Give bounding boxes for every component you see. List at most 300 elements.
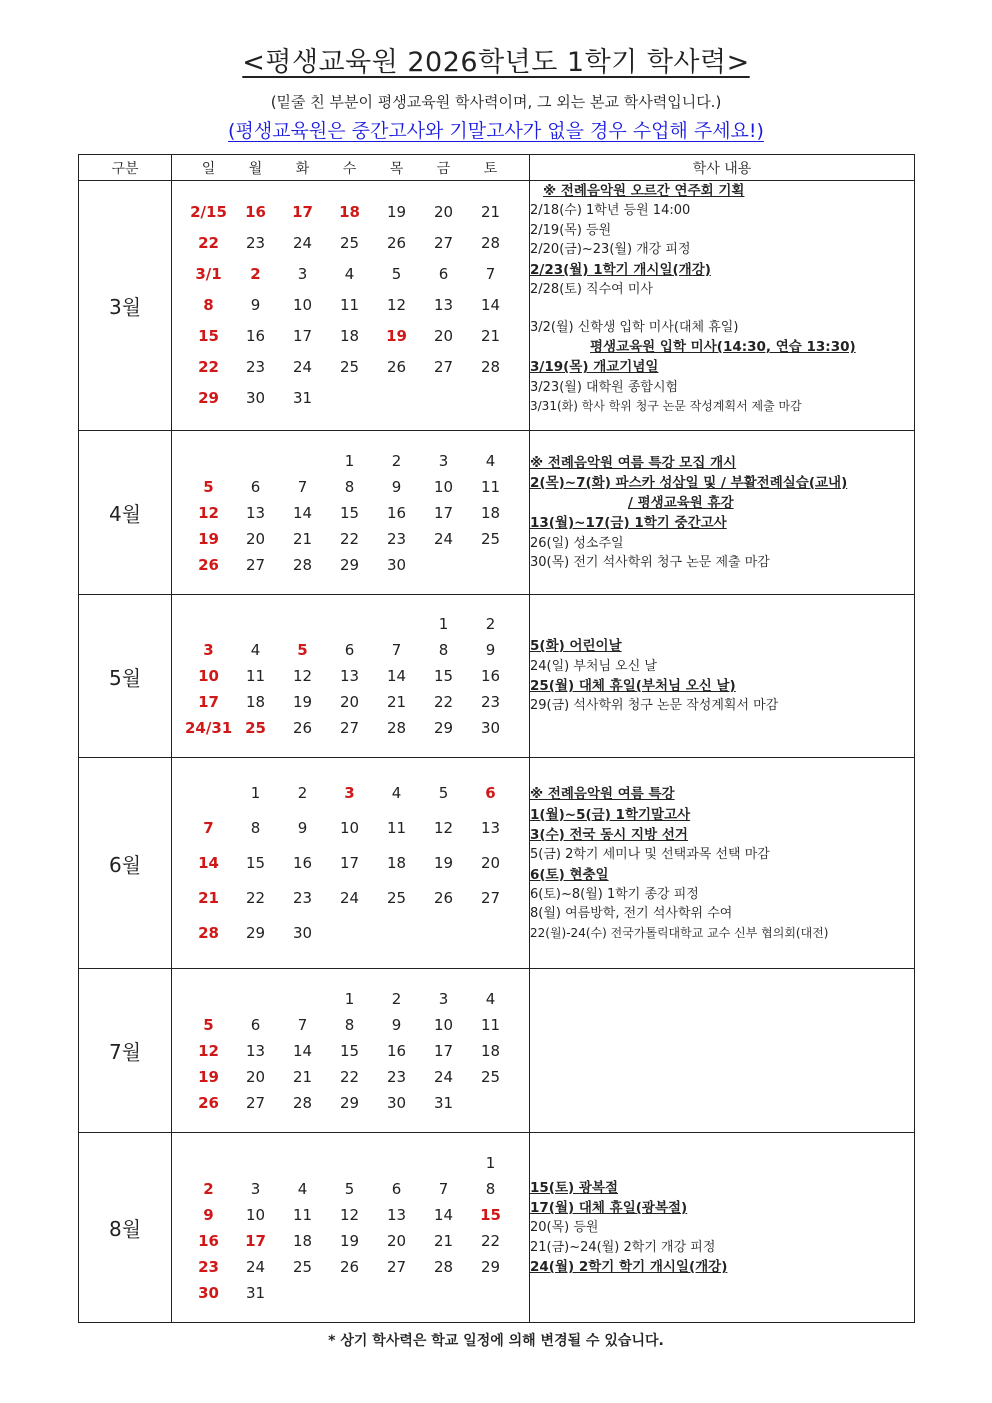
day-cell: 9: [391, 1015, 402, 1034]
day-cell: 6: [250, 477, 261, 496]
day-cell: 9: [250, 296, 261, 314]
day-cell: 12: [198, 1041, 219, 1060]
day-cell: 6: [485, 783, 496, 802]
day-cell: 8: [485, 1179, 496, 1198]
day-cell: 19: [198, 529, 219, 548]
day-cell: 16: [292, 853, 313, 872]
day-cell: [467, 383, 514, 414]
day-cell: 10: [292, 296, 313, 314]
day-cell: 30: [386, 1093, 407, 1112]
day-cell: 29: [480, 1257, 501, 1276]
day-cell: 5: [203, 477, 214, 496]
event-item: 5(금) 2학기 세미나 및 선택과목 선택 마감: [530, 847, 770, 862]
event-item: 24(일) 부처님 오신 날: [530, 658, 657, 674]
day-cell: 16: [386, 503, 407, 522]
day-cell: 20: [339, 693, 360, 711]
day-cell: [279, 611, 326, 637]
day-cell: 18: [339, 327, 360, 345]
month-label: 7월: [79, 969, 172, 1133]
day-cell: 24: [245, 1257, 266, 1276]
day-cell: 26: [386, 358, 407, 376]
day-cell: 18: [480, 503, 501, 522]
day-cell: 29: [339, 1093, 360, 1112]
day-cell: 15: [245, 853, 266, 872]
day-cell: 24/31: [185, 719, 233, 737]
day-cell: 25: [339, 234, 360, 252]
day-cell: 9: [485, 641, 496, 659]
week-row: [185, 1202, 529, 1228]
day-cell: [467, 1280, 514, 1306]
page-subtitle: (밑줄 친 부분이 평생교육원 학사력이며, 그 외는 본교 학사력입니다.): [270, 93, 722, 111]
day-cell: 31: [433, 1093, 454, 1112]
day-cell: 10: [433, 1015, 454, 1034]
day-cell: 17: [433, 503, 454, 522]
day-cell: [373, 611, 420, 637]
week-row: [185, 611, 529, 637]
month-dates: [172, 969, 530, 1133]
day-cell: 26: [292, 719, 313, 737]
day-cell: 21: [433, 1231, 454, 1250]
day-cell: [420, 1150, 467, 1176]
month-events: [530, 181, 915, 431]
day-cell: 2: [391, 989, 402, 1008]
day-cell: 6: [250, 1015, 261, 1034]
notice-text: (평생교육원은 중간고사와 기말고사가 없을 경우 수업해 주세요!): [228, 120, 764, 142]
day-cell: 29: [339, 555, 360, 574]
day-cell: 12: [386, 296, 407, 314]
event-item: 1(월)~5(금) 1학기말고사: [530, 806, 691, 823]
event-item: 6(토)~8(월) 1학기 종강 피정: [530, 886, 699, 902]
day-cell: 28: [386, 719, 407, 737]
day-cell: 19: [386, 203, 407, 221]
day-cell: 3: [203, 641, 214, 659]
event-item: ※ 전례음악원 여름 특강 모집 개시: [530, 454, 737, 471]
day-cell: 19: [433, 853, 454, 872]
day-cell: 22: [433, 693, 454, 711]
day-cell: 21: [292, 1067, 313, 1086]
weekday-header: 금: [436, 160, 451, 177]
day-cell: [420, 552, 467, 578]
day-cell: 8: [344, 477, 355, 496]
day-cell: [185, 986, 232, 1012]
day-cell: 3: [250, 1179, 261, 1198]
day-cell: 25: [292, 1257, 313, 1276]
day-cell: 14: [292, 503, 313, 522]
day-cell: 20: [386, 1231, 407, 1250]
day-cell: 23: [386, 1067, 407, 1086]
event-item: / 평생교육원 휴강: [628, 495, 734, 511]
day-cell: 14: [480, 296, 501, 314]
week-row: [185, 1012, 529, 1038]
day-cell: 28: [198, 923, 219, 942]
day-cell: 23: [245, 234, 266, 252]
week-row: [185, 986, 529, 1012]
event-item: 2/19(목) 등원: [530, 222, 612, 238]
week-row: [185, 383, 529, 414]
day-cell: 5: [438, 783, 449, 802]
event-item: 3/19(목) 개교기념일: [530, 359, 659, 376]
day-cell: 18: [245, 693, 266, 711]
day-cell: 1: [250, 783, 261, 802]
week-row: [185, 474, 529, 500]
day-cell: 25: [480, 529, 501, 548]
day-cell: 5: [391, 265, 402, 283]
day-cell: 5: [203, 1015, 214, 1034]
day-cell: 18: [339, 203, 360, 221]
day-cell: [467, 916, 514, 951]
day-cell: 13: [386, 1205, 407, 1224]
day-cell: [326, 1150, 373, 1176]
day-cell: 8: [250, 818, 261, 837]
day-cell: 6: [391, 1179, 402, 1198]
day-cell: 26: [339, 1257, 360, 1276]
day-cell: 8: [344, 1015, 355, 1034]
day-cell: [420, 1280, 467, 1306]
week-row: [185, 228, 529, 259]
day-cell: 17: [198, 693, 219, 711]
event-item: 20(목) 등원: [530, 1220, 599, 1236]
day-cell: 3: [438, 451, 449, 470]
day-cell: 27: [245, 1093, 266, 1112]
day-cell: 14: [433, 1205, 454, 1224]
weekday-header: 토: [483, 160, 498, 177]
week-row: [185, 916, 529, 951]
week-row: [185, 526, 529, 552]
day-cell: 18: [386, 853, 407, 872]
day-cell: 27: [339, 719, 360, 737]
day-cell: [279, 448, 326, 474]
day-cell: 27: [386, 1257, 407, 1276]
day-cell: 13: [245, 503, 266, 522]
month-row: [79, 1133, 915, 1323]
week-row: [185, 881, 529, 916]
week-row: [185, 663, 529, 689]
day-cell: 8: [203, 296, 214, 314]
event-item: 26(일) 성소주일: [530, 535, 624, 551]
day-cell: 19: [339, 1231, 360, 1250]
event-item: ※ 전례음악원 여름 특강: [530, 786, 675, 803]
day-cell: 29: [198, 389, 219, 407]
day-cell: [420, 916, 467, 951]
day-cell: 24: [292, 358, 313, 376]
day-cell: 21: [480, 327, 501, 345]
day-cell: 24: [292, 234, 313, 252]
week-row: [185, 1176, 529, 1202]
day-cell: 23: [480, 693, 501, 711]
event-item: 2/20(금)~23(월) 개강 피정: [530, 242, 691, 258]
day-cell: 15: [198, 327, 219, 345]
day-cell: [232, 1150, 279, 1176]
day-cell: 11: [480, 477, 501, 496]
event-item: 2/23(월) 1학기 개시일(개강): [530, 261, 711, 278]
day-cell: 26: [198, 555, 219, 574]
day-cell: 20: [480, 853, 501, 872]
day-cell: 19: [292, 693, 313, 711]
week-row: [185, 321, 529, 352]
day-cell: 10: [339, 818, 360, 837]
day-cell: 16: [245, 203, 266, 221]
event-item: 24(월) 2학기 학기 개시일(개강): [530, 1259, 728, 1276]
day-cell: 28: [292, 1093, 313, 1112]
day-cell: 23: [386, 529, 407, 548]
day-cell: [467, 1090, 514, 1116]
day-cell: 3: [344, 783, 355, 802]
day-cell: 5: [297, 641, 308, 659]
day-cell: 23: [292, 888, 313, 907]
month-label: 5월: [79, 595, 172, 758]
day-cell: 28: [480, 234, 501, 252]
day-cell: 12: [292, 667, 313, 685]
day-cell: [326, 383, 373, 414]
day-cell: 31: [245, 1283, 266, 1302]
day-cell: 22: [198, 234, 219, 252]
day-cell: 17: [245, 1231, 266, 1250]
day-cell: [279, 986, 326, 1012]
weekday-header: 월: [248, 160, 263, 177]
day-cell: 20: [245, 529, 266, 548]
day-cell: 22: [198, 358, 219, 376]
week-row: [185, 637, 529, 663]
event-item: 평생교육원 입학 미사(14:30, 연습 13:30): [590, 339, 856, 355]
day-cell: 24: [433, 529, 454, 548]
day-cell: 24: [433, 1067, 454, 1086]
day-cell: [232, 448, 279, 474]
month-dates: [172, 758, 530, 969]
day-cell: 22: [245, 888, 266, 907]
day-cell: [185, 611, 232, 637]
day-cell: 21: [292, 529, 313, 548]
week-row: [185, 1150, 529, 1176]
day-cell: 16: [198, 1231, 219, 1250]
day-cell: 4: [250, 641, 261, 659]
day-cell: 19: [198, 1067, 219, 1086]
month-events: [530, 431, 915, 595]
weekday-header: 수: [342, 160, 357, 177]
event-item: 3(수) 전국 동시 지방 선거: [530, 826, 688, 843]
day-cell: 13: [433, 296, 454, 314]
month-events: [530, 758, 915, 969]
academic-calendar-table: [78, 154, 915, 1323]
event-item: 5(화) 어린이날: [530, 638, 622, 655]
day-cell: 31: [292, 389, 313, 407]
day-cell: [467, 552, 514, 578]
week-row: [185, 352, 529, 383]
day-cell: 18: [480, 1041, 501, 1060]
day-cell: 12: [433, 818, 454, 837]
day-cell: 11: [292, 1205, 313, 1224]
day-cell: 1: [344, 989, 355, 1008]
day-cell: 15: [480, 1205, 501, 1224]
day-cell: [326, 916, 373, 951]
event-item: 13(월)~17(금) 1학기 중간고사: [530, 515, 727, 532]
day-cell: 2: [391, 451, 402, 470]
day-cell: 21: [480, 203, 501, 221]
day-cell: [326, 611, 373, 637]
day-cell: 15: [339, 1041, 360, 1060]
day-cell: 1: [344, 451, 355, 470]
day-cell: 15: [339, 503, 360, 522]
event-item: 25(월) 대체 휴일(부처님 오신 날): [530, 678, 736, 694]
week-row: [185, 689, 529, 715]
day-cell: 21: [386, 693, 407, 711]
day-cell: 30: [480, 719, 501, 737]
month-label: 3월: [79, 181, 172, 431]
day-cell: 17: [292, 327, 313, 345]
week-row: [185, 197, 529, 228]
day-cell: 11: [480, 1015, 501, 1034]
day-cell: 26: [433, 888, 454, 907]
event-item: 17(월) 대체 휴일(광복절): [530, 1199, 688, 1216]
table-header-row: [79, 155, 915, 181]
day-cell: 30: [245, 389, 266, 407]
day-cell: 4: [297, 1179, 308, 1198]
day-cell: 25: [386, 888, 407, 907]
day-cell: 11: [386, 818, 407, 837]
day-cell: 20: [433, 203, 454, 221]
day-cell: [279, 1280, 326, 1306]
week-row: [185, 1254, 529, 1280]
day-cell: 27: [433, 234, 454, 252]
month-row: [79, 431, 915, 595]
week-row: [185, 259, 529, 290]
week-row: [185, 846, 529, 881]
day-cell: 27: [433, 358, 454, 376]
day-cell: [373, 1150, 420, 1176]
day-cell: 28: [433, 1257, 454, 1276]
weekday-header: 목: [389, 160, 404, 177]
day-cell: 1: [485, 1153, 496, 1172]
day-cell: 22: [480, 1231, 501, 1250]
day-cell: 9: [203, 1205, 214, 1224]
day-cell: 7: [438, 1179, 449, 1198]
event-item: 3/23(월) 대학원 종합시험: [530, 379, 679, 395]
event-item: 2(목)~7(화) 파스카 성삼일 및 / 부활전례실습(교내): [530, 474, 848, 491]
day-cell: 4: [344, 265, 355, 283]
day-cell: [232, 611, 279, 637]
week-row: [185, 1228, 529, 1254]
day-cell: 30: [198, 1283, 219, 1302]
day-cell: 2: [250, 265, 261, 283]
day-cell: 2: [485, 615, 496, 633]
day-cell: 17: [339, 853, 360, 872]
day-cell: 18: [292, 1231, 313, 1250]
event-item: 29(금) 석사학위 청구 논문 작성계획서 마감: [530, 698, 779, 714]
day-cell: 12: [198, 503, 219, 522]
day-cell: 15: [433, 667, 454, 685]
day-cell: 17: [433, 1041, 454, 1060]
day-cell: 4: [485, 451, 496, 470]
day-cell: 6: [438, 265, 449, 283]
day-cell: 13: [245, 1041, 266, 1060]
day-cell: 9: [297, 818, 308, 837]
month-events: [530, 969, 915, 1133]
day-cell: 21: [198, 888, 219, 907]
week-row: [185, 448, 529, 474]
day-cell: 14: [198, 853, 219, 872]
month-row: [79, 758, 915, 969]
day-cell: 19: [386, 327, 407, 345]
event-item: 6(토) 현충일: [530, 866, 609, 883]
week-row: [185, 811, 529, 846]
day-cell: 16: [245, 327, 266, 345]
month-dates: [172, 595, 530, 758]
day-cell: [185, 1150, 232, 1176]
month-dates: [172, 1133, 530, 1323]
event-item: 21(금)~24(월) 2학기 개강 피정: [530, 1239, 716, 1255]
month-events: [530, 595, 915, 758]
weekday-header: 화: [295, 160, 310, 177]
month-label: 4월: [79, 431, 172, 595]
day-cell: 24: [339, 888, 360, 907]
event-item: 3/2(월) 신학생 입학 미사(대체 휴일): [530, 319, 739, 335]
day-cell: 16: [386, 1041, 407, 1060]
day-cell: 3: [297, 265, 308, 283]
day-cell: 11: [339, 296, 360, 314]
day-cell: 7: [203, 818, 214, 837]
day-cell: 7: [391, 641, 402, 659]
month-row: [79, 595, 915, 758]
day-cell: 16: [480, 667, 501, 685]
footer-note: * 상기 학사력은 학교 일정에 의해 변경될 수 있습니다.: [328, 1333, 664, 1349]
day-cell: 13: [480, 818, 501, 837]
day-cell: 9: [391, 477, 402, 496]
week-row: [185, 1064, 529, 1090]
week-row: [185, 1280, 529, 1306]
day-cell: 17: [292, 203, 313, 221]
day-cell: 2: [297, 783, 308, 802]
day-cell: 11: [245, 667, 266, 685]
day-cell: 22: [339, 1067, 360, 1086]
day-cell: [279, 1150, 326, 1176]
day-cell: 28: [480, 358, 501, 376]
event-item: ※ 전례음악원 오르간 연주회 기획: [543, 183, 745, 199]
day-cell: 12: [339, 1205, 360, 1224]
day-cell: 29: [433, 719, 454, 737]
day-cell: 6: [344, 641, 355, 659]
day-cell: 20: [245, 1067, 266, 1086]
month-row: [79, 181, 915, 431]
month-events: [530, 1133, 915, 1323]
header-weekdays: [172, 155, 530, 181]
day-cell: 2/15: [190, 203, 227, 221]
day-cell: [185, 448, 232, 474]
day-cell: 13: [339, 667, 360, 685]
month-dates: [172, 181, 530, 431]
day-cell: 25: [480, 1067, 501, 1086]
day-cell: 29: [245, 923, 266, 942]
day-cell: 3/1: [195, 265, 222, 283]
day-cell: 23: [198, 1257, 219, 1276]
month-dates: [172, 431, 530, 595]
event-item: 15(토) 광복절: [530, 1179, 618, 1196]
day-cell: 26: [198, 1093, 219, 1112]
event-item: 3/31(화) 학사 학위 청구 논문 작성계획서 제출 마감: [530, 399, 802, 413]
event-item: 8(월) 여름방학, 전기 석사학위 수여: [530, 906, 733, 922]
week-row: [185, 1090, 529, 1116]
day-cell: 10: [433, 477, 454, 496]
week-row: [185, 1038, 529, 1064]
day-cell: 14: [386, 667, 407, 685]
event-item: 2/18(수) 1학년 등원 14:00: [530, 203, 691, 219]
month-row: [79, 969, 915, 1133]
day-cell: 28: [292, 555, 313, 574]
day-cell: 14: [292, 1041, 313, 1060]
event-item: 22(월)-24(수) 전국가톨릭대학교 교수 신부 협의회(대전): [530, 925, 829, 940]
day-cell: 4: [485, 989, 496, 1008]
day-cell: 22: [339, 529, 360, 548]
day-cell: 25: [245, 719, 266, 737]
header-month: 구분: [79, 155, 172, 181]
